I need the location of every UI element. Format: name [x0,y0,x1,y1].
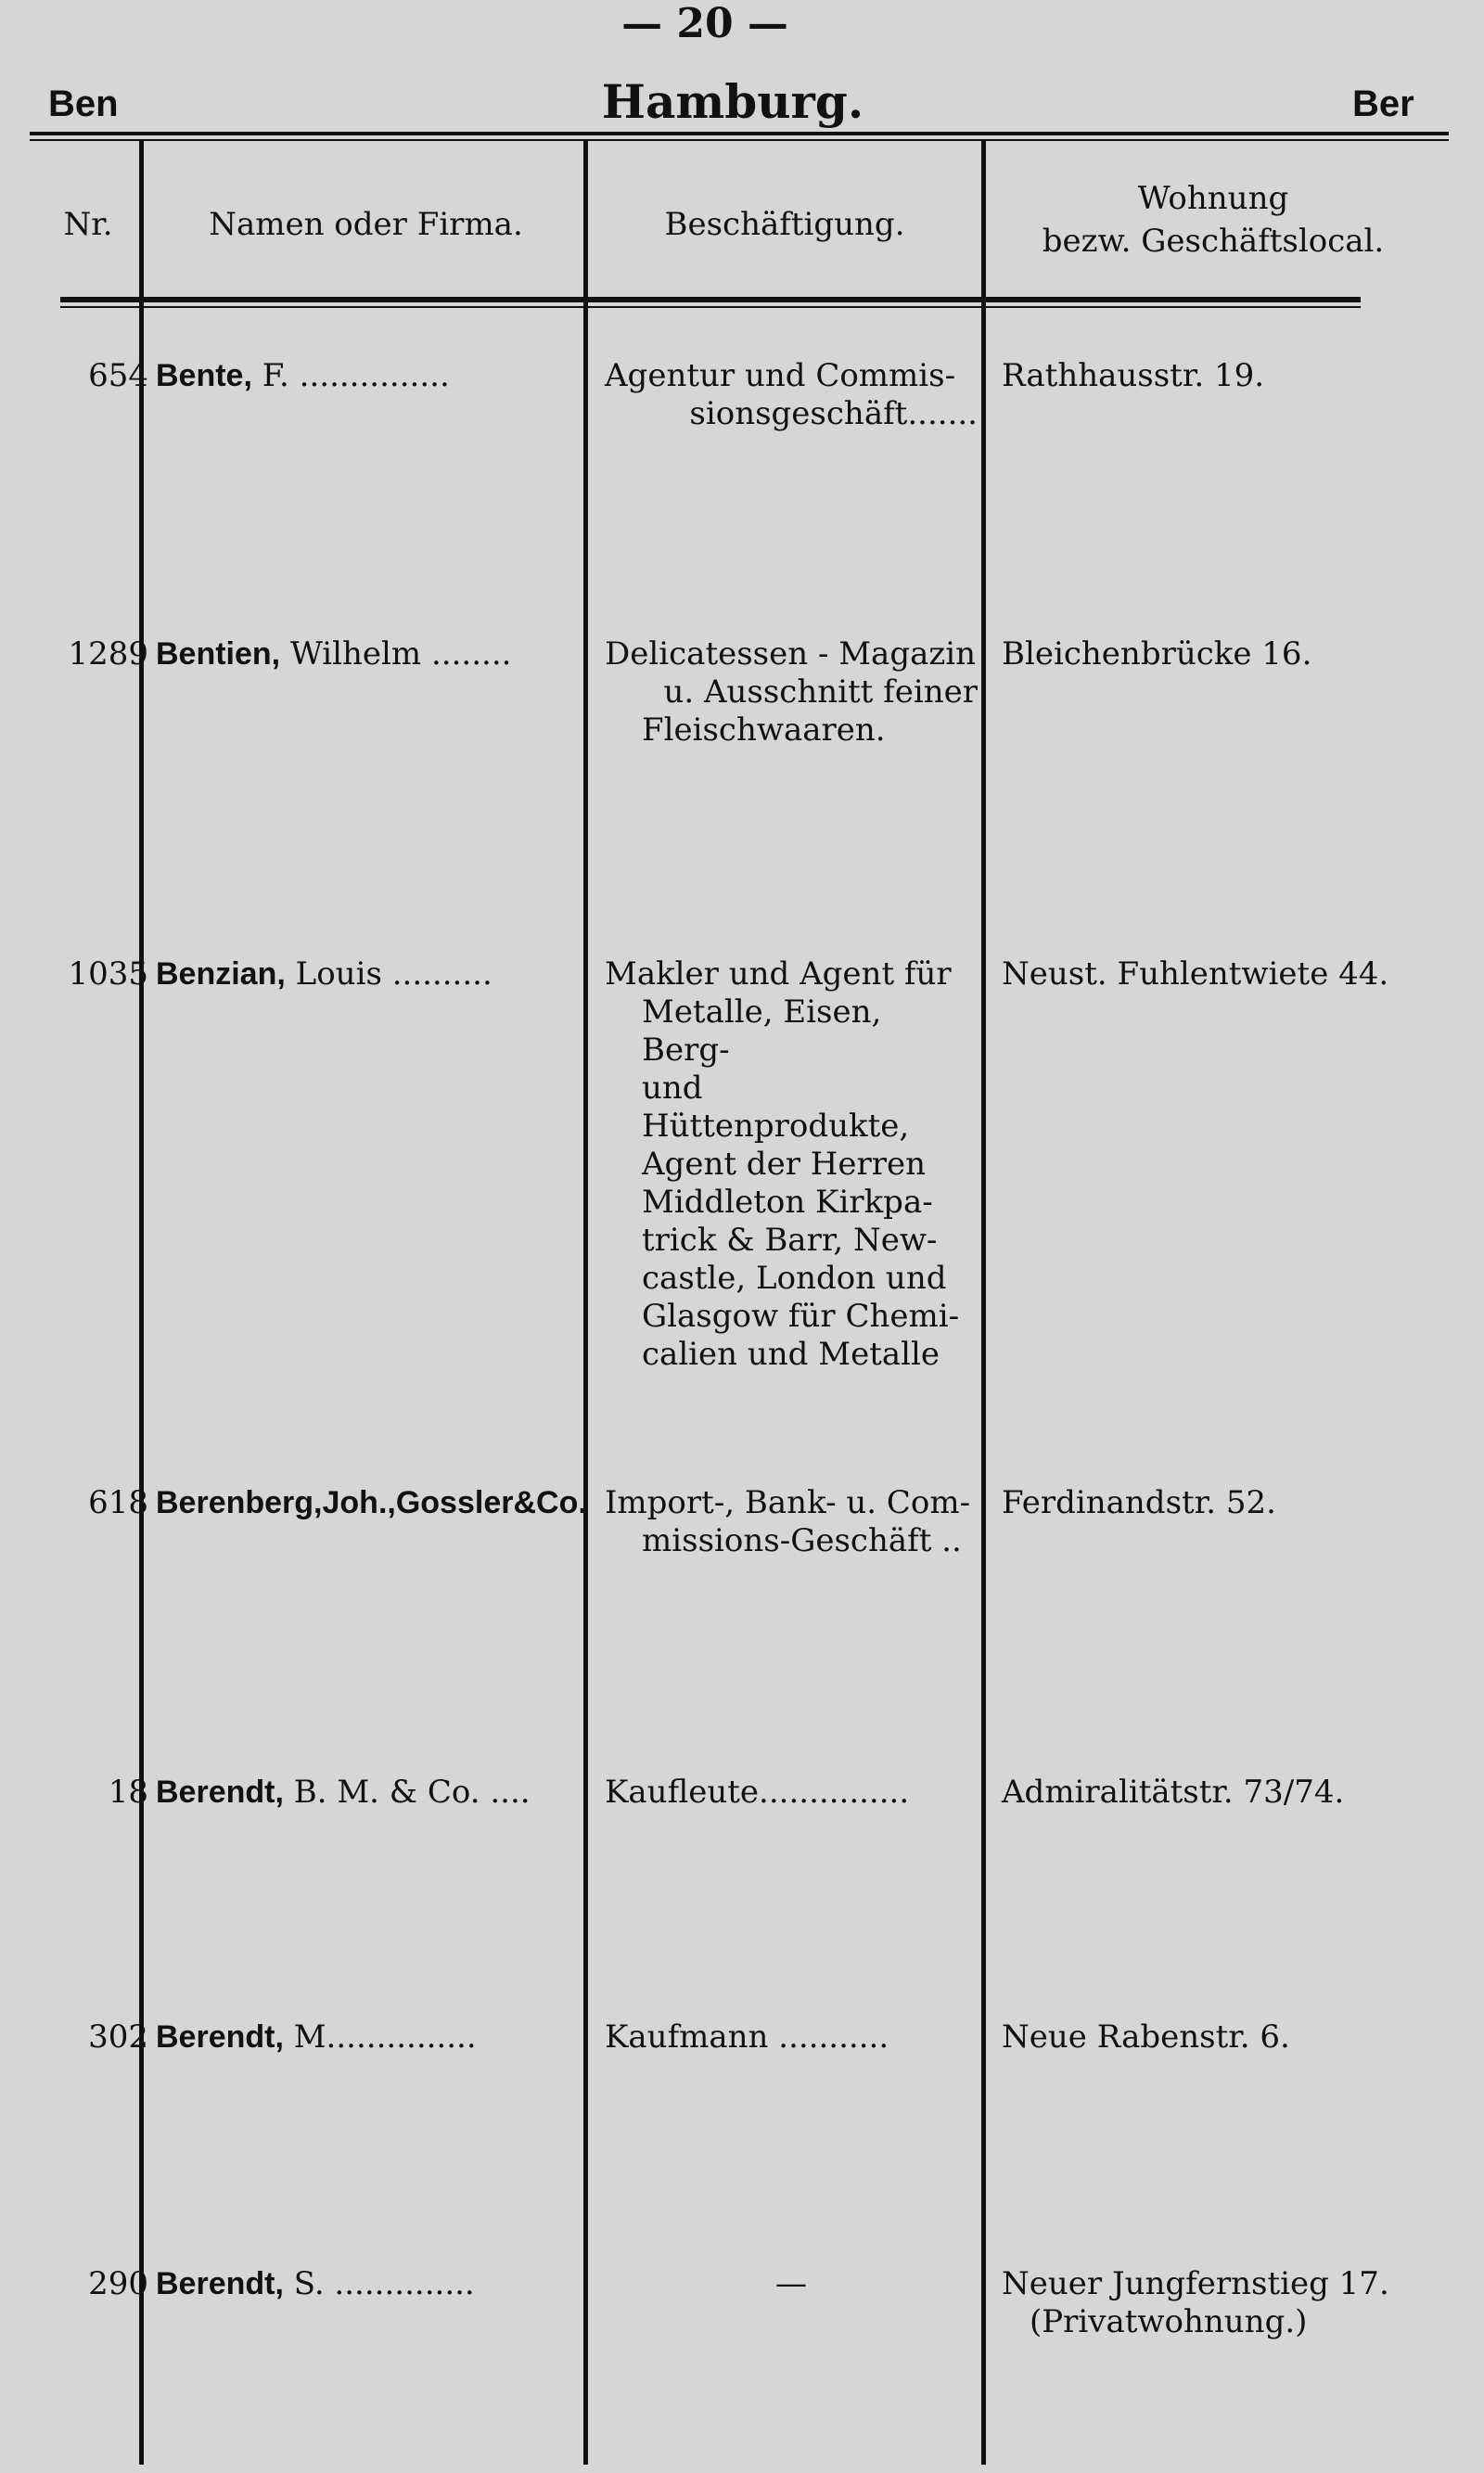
left-running-head: Ben [48,83,119,124]
occupation-line: Fleischwaaren. [642,711,886,749]
occupation-line: Metalle, Eisen, Berg- [642,993,882,1069]
entry-name [156,635,564,673]
address-line: (Privatwohnung.) [1030,2303,1308,2340]
entry-name [156,1484,587,1522]
entry-number: 1289 [68,635,148,673]
occupation-line: Makler und Agent für [605,955,952,993]
entry-surname: Berendt, [156,1775,284,1810]
entry-address: Neue Rabenstr. 6. [1002,2018,1290,2056]
top-rule-thin [30,139,1449,141]
entry-surname: Berenberg,Joh.,Gossler&Co. [156,1485,587,1520]
entry-surname: Benzian, [156,956,286,992]
entry-address: Admiralitätstr. 73/74. [1002,1774,1345,1811]
top-rule [30,132,1449,135]
occupation-line: Glasgow für Chemi- [642,1298,960,1335]
page-number: — 20 — [621,0,788,47]
entry-address: Ferdinandstr. 52. [1002,1484,1276,1521]
entry-given-name: S. .............. [293,2265,475,2302]
entry-occupation [605,635,978,750]
column-divider-2 [583,141,588,2465]
entry-name [156,955,564,993]
entry-number: 302 [88,2018,148,2056]
address-line: Neuer Jungfernstieg 17. [1002,2265,1389,2302]
entry-name [156,2265,564,2303]
entry-address: Bleichenbrücke 16. [1002,635,1312,673]
entry-occupation: Kaufmann ........... [605,2018,889,2056]
entry-given-name: F. ............... [262,357,450,394]
entry-given-name: M............... [293,2018,477,2056]
column-header-address-sub: bezw. Geschäftslocal. [1042,223,1385,260]
right-running-head: Ber [1352,83,1414,124]
entry-occupation [605,357,978,433]
entry-given-name: Wilhelm ........ [289,635,512,673]
entry-address: Rathhausstr. 19. [1002,357,1265,394]
header-rule [60,297,1361,302]
column-divider-1 [139,141,144,2465]
entry-surname: Berendt, [156,2019,284,2055]
entry-address [1002,2265,1428,2341]
occupation-line: missions-Geschäft .. [642,1522,962,1559]
occupation-line: Middleton Kirkpa- [642,1184,933,1221]
entry-surname: Berendt, [156,2266,284,2301]
entry-given-name: B. M. & Co. .... [293,1774,531,1811]
entry-number: 618 [88,1484,148,1521]
occupation-line: Import-, Bank- u. Com- [605,1484,971,1521]
entry-occupation [605,1484,978,1560]
entry-occupation [605,955,978,1374]
occupation-line: castle, London und [642,1260,947,1297]
entry-number: 290 [88,2265,148,2302]
entry-number: 654 [88,357,148,394]
occupation-line: Delicatessen - Magazin [605,635,977,673]
entry-occupation: — [775,2265,807,2302]
occupation-line: und Hüttenprodukte, [642,1070,910,1145]
column-header-nr: Nr. [63,206,113,243]
entry-name [156,2018,564,2057]
occupation-line: Agent der Herren [642,1146,927,1183]
entry-surname: Bente, [156,358,252,393]
entry-given-name: Louis .......... [295,955,493,993]
column-header-occupation: Beschäftigung. [664,206,905,243]
occupation-line: sionsgeschäft....... [689,395,978,432]
column-header-name: Namen oder Firma. [209,206,523,243]
occupation-line: u. Ausschnitt feiner [663,673,978,711]
entry-number: 1035 [68,955,148,993]
entry-name [156,1774,564,1812]
entry-surname: Bentien, [156,636,281,672]
entry-occupation: Kaufleute............... [605,1774,910,1811]
page-title: Hamburg. [601,74,864,129]
entry-address: Neust. Fuhlentwiete 44. [1002,955,1389,993]
occupation-line: calien und Metalle [642,1336,940,1373]
occupation-line: trick & Barr, New- [642,1222,938,1259]
column-header-address: Wohnung [1137,180,1289,217]
header-rule-thin [60,306,1361,308]
entry-number: 18 [108,1774,148,1811]
occupation-line: Agentur und Commis- [605,357,956,394]
column-divider-3 [981,141,986,2465]
entry-name [156,357,564,395]
